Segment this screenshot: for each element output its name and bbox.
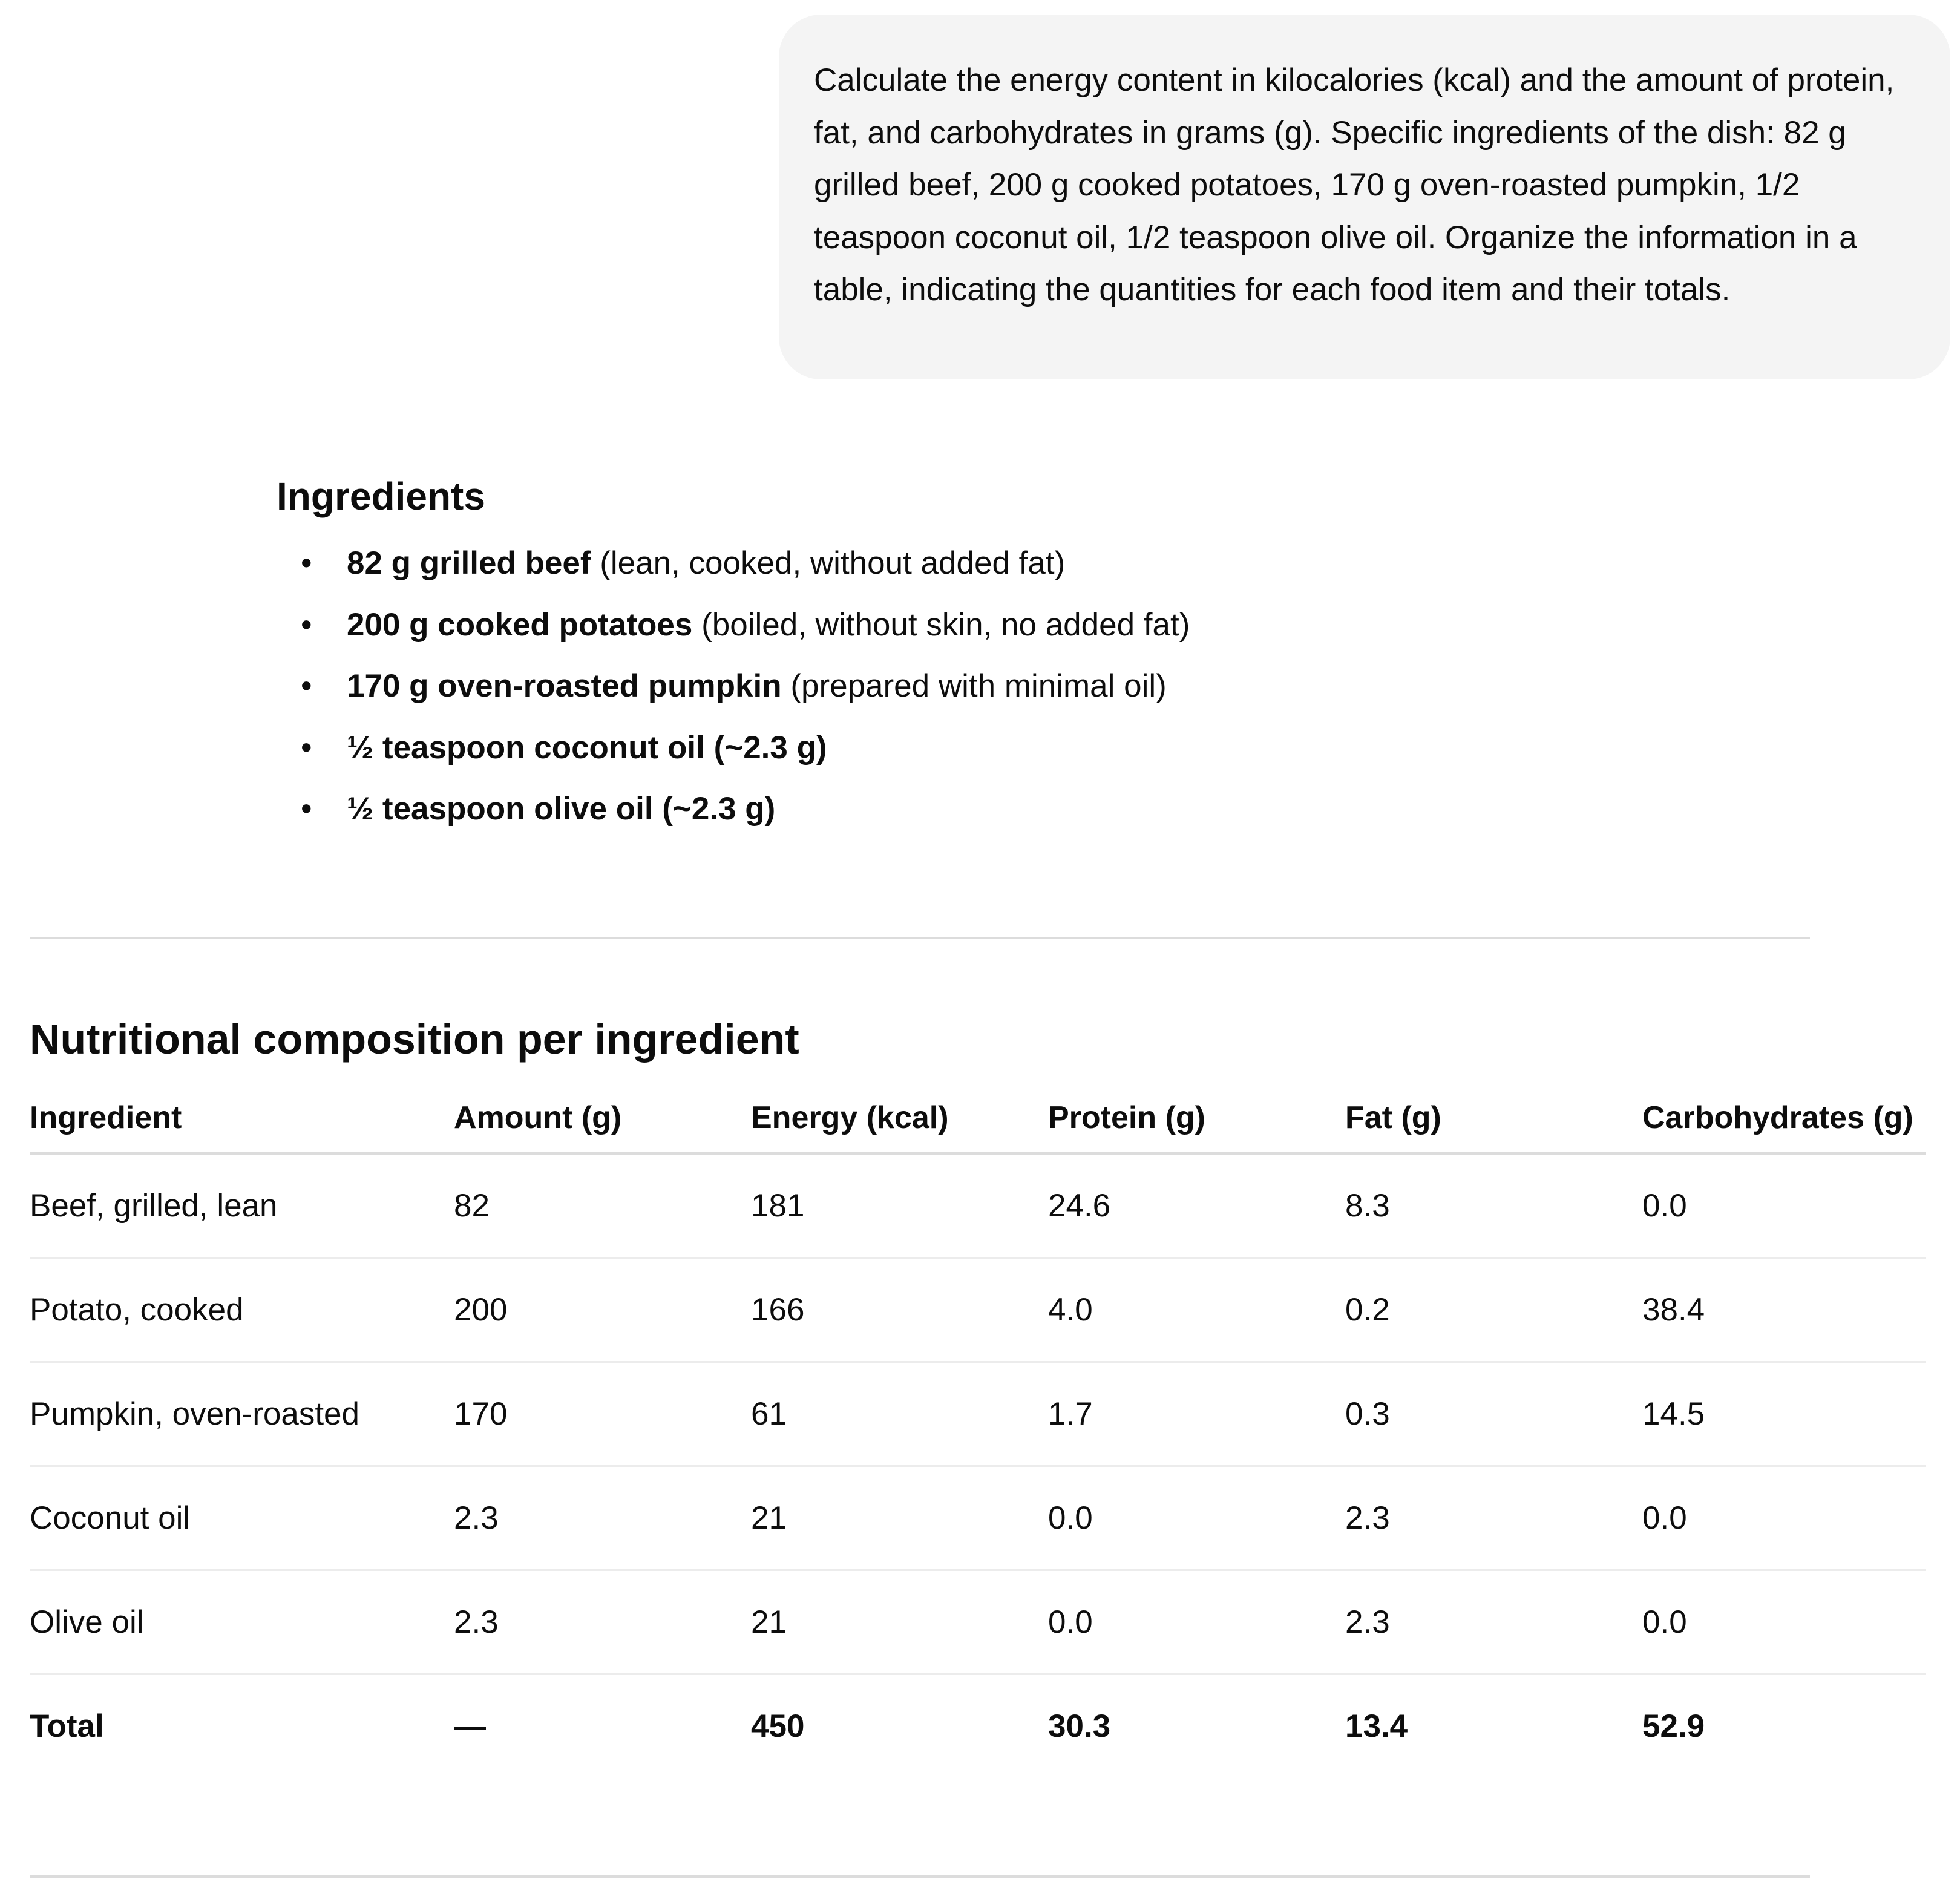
cell-amount: 170 bbox=[454, 1362, 751, 1466]
cell-energy: 21 bbox=[751, 1466, 1048, 1570]
table-row bbox=[30, 1258, 1926, 1362]
table-row bbox=[30, 1466, 1926, 1570]
total-energy: 450 bbox=[751, 1708, 805, 1744]
bullet-icon: • bbox=[301, 606, 312, 643]
user-message-text: Calculate the energy content in kilocalories (kcal) and the amount of protein, fat, and carbohydrates in grams (g). Specific ingredients of the dish: 82 g grilled beef, 200 g cooked potatoes, 170 g oven-roasted pumpkin, 1/2 teaspoon coconut oil, 1/2 teaspoon olive oil. Organize the information in a table, indicating the quantities for each food item and their totals. bbox=[814, 62, 1895, 307]
column-header-ingredient: Ingredient bbox=[30, 1083, 454, 1153]
bullet-icon: • bbox=[301, 729, 312, 766]
cell-carbohydrates: 0.0 bbox=[1642, 1570, 1926, 1674]
ingredient-item-detail: (prepared with minimal oil) bbox=[781, 668, 1167, 704]
total-carbohydrates: 52.9 bbox=[1642, 1708, 1705, 1744]
ingredient-item bbox=[277, 533, 1850, 594]
cell-fat: 0.2 bbox=[1345, 1258, 1642, 1362]
column-header-carbohydrates: Carbohydrates (g) bbox=[1642, 1083, 1926, 1153]
ingredient-item bbox=[277, 594, 1850, 656]
cell-fat: 2.3 bbox=[1345, 1570, 1642, 1674]
cell-carbohydrates: 38.4 bbox=[1642, 1258, 1926, 1362]
table-row bbox=[30, 1570, 1926, 1674]
cell-fat: 2.3 bbox=[1345, 1466, 1642, 1570]
table-header-row bbox=[30, 1083, 1926, 1153]
cell-protein: 4.0 bbox=[1048, 1258, 1345, 1362]
column-header-energy: Energy (kcal) bbox=[751, 1083, 1048, 1153]
bullet-icon: • bbox=[301, 791, 312, 827]
cell-carbohydrates: 0.0 bbox=[1642, 1466, 1926, 1570]
cell-protein: 24.6 bbox=[1048, 1153, 1345, 1258]
cell-energy: 61 bbox=[751, 1362, 1048, 1466]
cell-ingredient: Pumpkin, oven-roasted bbox=[30, 1362, 454, 1466]
ingredients-heading: Ingredients bbox=[277, 474, 485, 518]
cell-energy: 166 bbox=[751, 1258, 1048, 1362]
nutrition-table bbox=[30, 1083, 1926, 1777]
table-total-row bbox=[30, 1674, 1926, 1778]
ingredient-item-detail: (lean, cooked, without added fat) bbox=[591, 545, 1066, 581]
cell-ingredient: Potato, cooked bbox=[30, 1258, 454, 1362]
ingredient-item-bold: 200 g cooked potatoes bbox=[347, 606, 693, 643]
user-message-bubble bbox=[779, 15, 1950, 379]
cell-protein: 1.7 bbox=[1048, 1362, 1345, 1466]
column-header-fat: Fat (g) bbox=[1345, 1083, 1642, 1153]
ingredient-item-bold: ½ teaspoon olive oil (~2.3 g) bbox=[347, 791, 776, 827]
cell-fat: 8.3 bbox=[1345, 1153, 1642, 1258]
ingredient-item-detail: (boiled, without skin, no added fat) bbox=[692, 606, 1190, 643]
ingredient-item bbox=[277, 655, 1850, 717]
table-row bbox=[30, 1362, 1926, 1466]
column-header-protein: Protein (g) bbox=[1048, 1083, 1345, 1153]
ingredients-list bbox=[277, 533, 1850, 840]
bullet-icon: • bbox=[301, 668, 312, 704]
section-divider bbox=[30, 937, 1810, 939]
nutrition-table-heading: Nutritional composition per ingredient bbox=[30, 1015, 799, 1063]
cell-amount: 2.3 bbox=[454, 1466, 751, 1570]
cell-carbohydrates: 14.5 bbox=[1642, 1362, 1926, 1466]
ingredient-item-bold: 82 g grilled beef bbox=[347, 545, 591, 581]
cell-ingredient: Olive oil bbox=[30, 1570, 454, 1674]
cell-protein: 0.0 bbox=[1048, 1466, 1345, 1570]
cell-ingredient: Coconut oil bbox=[30, 1466, 454, 1570]
section-divider bbox=[30, 1875, 1810, 1878]
total-protein: 30.3 bbox=[1048, 1708, 1111, 1744]
total-fat: 13.4 bbox=[1345, 1708, 1408, 1744]
ingredient-item bbox=[277, 717, 1850, 779]
ingredient-item-bold: 170 g oven-roasted pumpkin bbox=[347, 668, 782, 704]
cell-energy: 21 bbox=[751, 1570, 1048, 1674]
cell-amount: 200 bbox=[454, 1258, 751, 1362]
bullet-icon: • bbox=[301, 545, 312, 581]
ingredients-section bbox=[277, 472, 1850, 840]
column-header-amount: Amount (g) bbox=[454, 1083, 751, 1153]
cell-fat: 0.3 bbox=[1345, 1362, 1642, 1466]
ingredient-item bbox=[277, 778, 1850, 840]
total-amount: — bbox=[454, 1708, 486, 1744]
table-row bbox=[30, 1153, 1926, 1258]
total-label: Total bbox=[30, 1708, 104, 1744]
cell-ingredient: Beef, grilled, lean bbox=[30, 1153, 454, 1258]
cell-amount: 2.3 bbox=[454, 1570, 751, 1674]
cell-energy: 181 bbox=[751, 1153, 1048, 1258]
cell-protein: 0.0 bbox=[1048, 1570, 1345, 1674]
ingredient-item-bold: ½ teaspoon coconut oil (~2.3 g) bbox=[347, 729, 827, 766]
cell-amount: 82 bbox=[454, 1153, 751, 1258]
cell-carbohydrates: 0.0 bbox=[1642, 1153, 1926, 1258]
